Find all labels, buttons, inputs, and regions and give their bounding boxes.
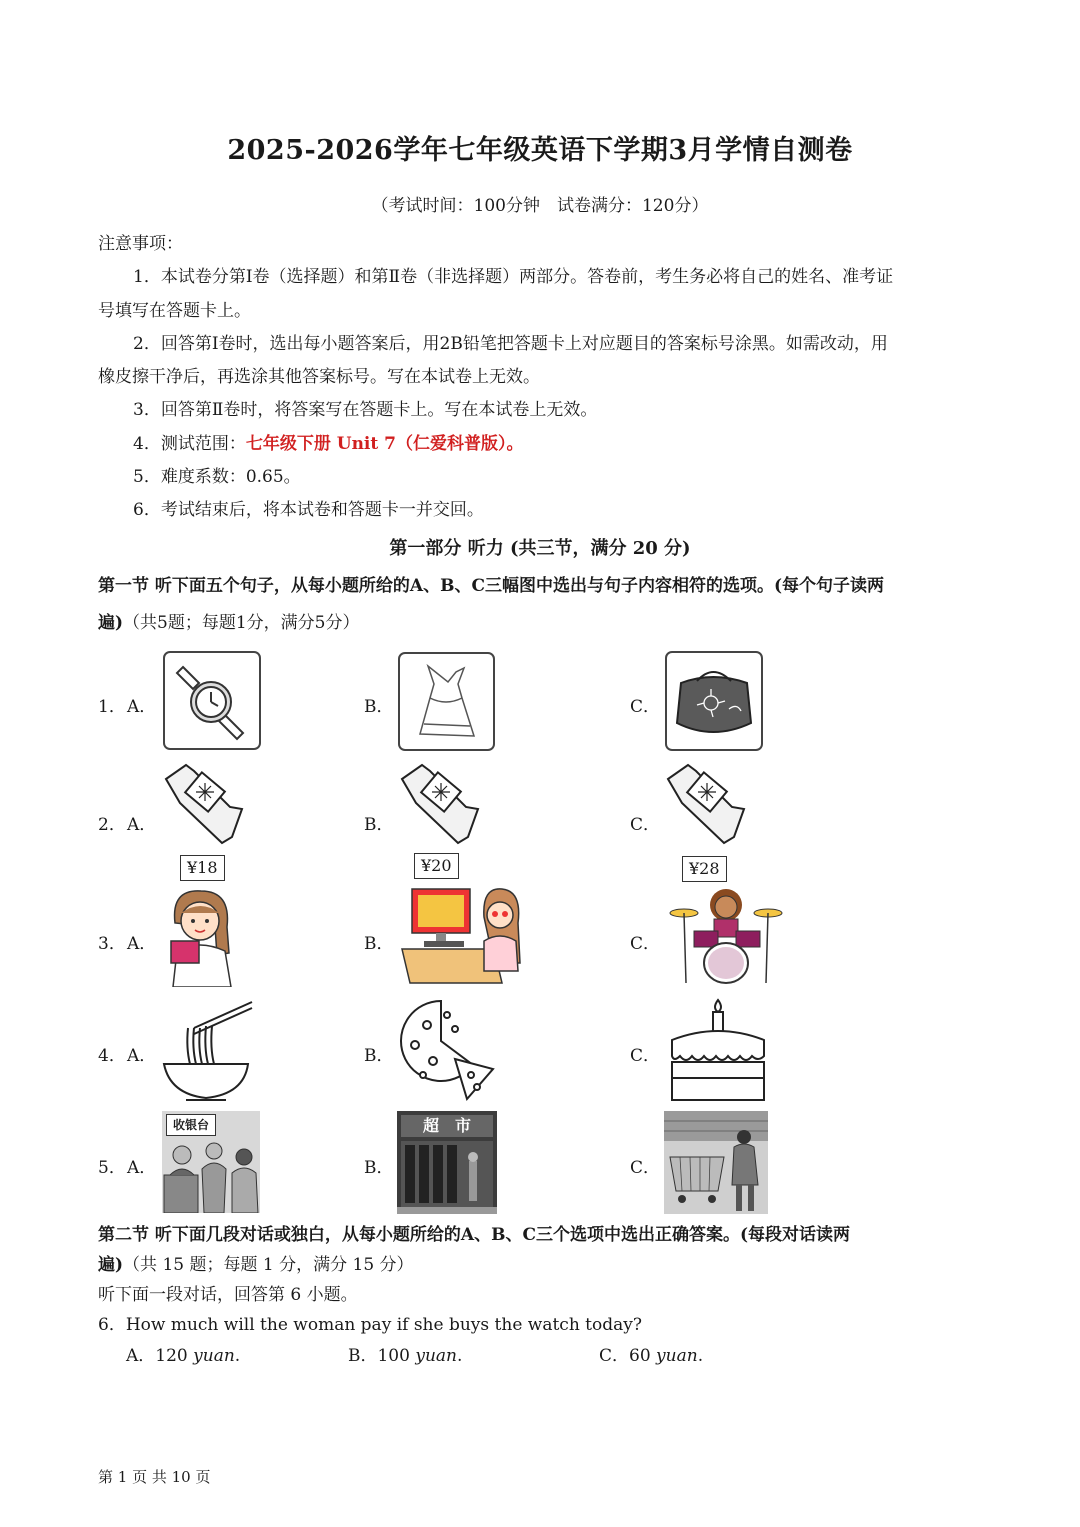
- q1-option-c-label: C．: [630, 697, 661, 717]
- q3-option-b-girl-computer-icon[interactable]: [398, 883, 524, 987]
- q6-option-c-dot: .: [697, 1346, 704, 1366]
- q1-option-a-label: A．: [127, 697, 157, 717]
- q5-option-c-label: C．: [630, 1158, 661, 1178]
- q1-option-c-image[interactable]: [665, 651, 763, 751]
- q6-option-c[interactable]: [599, 1345, 703, 1367]
- q2-option-b-rice-bag-icon[interactable]: [396, 757, 486, 847]
- q6-option-b-unit: yuan: [415, 1346, 457, 1366]
- q3-option-c-label: C．: [630, 934, 661, 954]
- note-2-line-1: 2．回答第Ⅰ卷时，选出每小题答案后，用2B铅笔把答题卡上对应题目的答案标号涂黑。如需改动，用: [133, 334, 888, 354]
- q6-option-a-dot: .: [234, 1346, 241, 1366]
- q5-option-c-shopping-image[interactable]: [664, 1111, 768, 1214]
- page-subtitle: （考试时间：100分钟 试卷满分：120分）: [371, 196, 709, 216]
- note-4-scope: 七年级下册 Unit 7（仁爱科普版）。: [245, 434, 524, 454]
- q6-option-a-value: A．120: [126, 1346, 194, 1366]
- q6-option-c-unit: yuan: [656, 1346, 698, 1366]
- section2-instruction-line-1: 第二节 听下面几段对话或独白，从每小题所给的A、B、C三个选项中选出正确答案。(每段对话读两: [98, 1225, 851, 1245]
- q4-option-c-label: C．: [630, 1046, 661, 1066]
- q3-price-a: ¥18: [180, 855, 225, 881]
- dialogue-instruction: 听下面一段对话，回答第 6 小题。: [98, 1285, 358, 1305]
- q3-option-b-label: B．: [364, 934, 394, 954]
- q2-number: 2．: [98, 815, 126, 835]
- note-4-prefix: 4．测试范围：: [133, 434, 246, 454]
- checkout-sign: 收银台: [166, 1114, 216, 1136]
- shopping-cart-icon: [664, 1111, 768, 1214]
- q3-number: 3．: [98, 934, 126, 954]
- supermarket-sign: 超 市: [401, 1115, 493, 1137]
- q3-price-c: ¥28: [682, 856, 727, 882]
- note-5: 5．难度系数：0.65。: [133, 467, 301, 487]
- people-icon: [162, 1135, 260, 1213]
- section2-instruction-line-2: [98, 1254, 414, 1276]
- q3-option-c-girl-drums-icon[interactable]: [664, 883, 790, 987]
- section1-instruction-bold: 遍): [98, 613, 124, 633]
- q4-option-a-noodles-icon[interactable]: [160, 998, 254, 1104]
- note-4: [133, 433, 524, 455]
- notes-heading: 注意事项：: [98, 234, 183, 254]
- q4-option-b-pizza-icon[interactable]: [397, 995, 495, 1103]
- q1-option-a-image[interactable]: [163, 651, 261, 750]
- q4-number: 4．: [98, 1046, 126, 1066]
- note-6: 6．考试结束后，将本试卷和答题卡一并交回。: [133, 500, 484, 520]
- section1-instruction-line-2: [98, 612, 360, 634]
- purse-icon: [667, 653, 761, 749]
- q2-option-b-label: B．: [364, 815, 394, 835]
- q6-option-a-unit: yuan: [193, 1346, 235, 1366]
- q5-option-b-label: B．: [364, 1158, 394, 1178]
- note-2-line-2: 橡皮擦干净后，再选涂其他答案标号。写在本试卷上无效。: [98, 367, 540, 387]
- q6-option-a[interactable]: [126, 1345, 240, 1367]
- section2-scoring: （共 15 题；每题 1 分，满分 15 分）: [123, 1255, 414, 1275]
- q2-option-c-label: C．: [630, 815, 661, 835]
- q6-option-b-dot: .: [457, 1346, 463, 1366]
- q2-option-c-rice-bag-icon[interactable]: [662, 757, 752, 847]
- q4-option-c-cake-icon[interactable]: [664, 996, 772, 1104]
- part1-heading: 第一部分 听力 (共三节，满分 20 分): [389, 538, 691, 559]
- note-1-line-1: 1．本试卷分第Ⅰ卷（选择题）和第Ⅱ卷（非选择题）两部分。答卷前，考生务必将自己的姓名、准考证: [133, 267, 894, 287]
- q6-option-b[interactable]: [348, 1345, 462, 1367]
- q6-option-b-value: B．100: [348, 1346, 416, 1366]
- q3-option-a-label: A．: [127, 934, 157, 954]
- page-footer: 第 1 页 共 10 页: [98, 1468, 211, 1486]
- section1-scoring: （共5题；每题1分，满分5分）: [123, 613, 360, 633]
- q3-price-b: ¥20: [414, 853, 459, 879]
- section1-instruction-line-1: 第一节 听下面五个句子，从每小题所给的A、B、C三幅图中选出与句子内容相符的选项。(每个句子读两: [98, 576, 885, 596]
- q1-number: 1．: [98, 697, 126, 717]
- q1-option-b-label: B．: [364, 697, 394, 717]
- question-6: 6．How much will the woman pay if she buys the watch today?: [98, 1315, 642, 1335]
- q4-option-a-label: A．: [127, 1046, 157, 1066]
- q5-option-a-checkout-image[interactable]: [162, 1111, 260, 1213]
- storefront-icon: [397, 1141, 497, 1214]
- q5-option-a-label: A．: [127, 1158, 157, 1178]
- section2-instruction-bold: 遍): [98, 1255, 124, 1275]
- page-title: 2025-2026学年七年级英语下学期3月学情自测卷: [227, 135, 853, 166]
- note-3: 3．回答第Ⅱ卷时，将答案写在答题卡上。写在本试卷上无效。: [133, 400, 598, 420]
- q1-option-b-image[interactable]: [398, 652, 495, 751]
- q5-option-b-supermarket-image[interactable]: [397, 1111, 497, 1214]
- dress-icon: [400, 654, 493, 749]
- note-1-line-2: 号填写在答题卡上。: [98, 301, 251, 321]
- watch-icon: [165, 653, 259, 748]
- q3-option-a-girl-reading-icon[interactable]: [155, 883, 245, 987]
- q2-option-a-rice-bag-icon[interactable]: [160, 757, 250, 847]
- q4-option-b-label: B．: [364, 1046, 394, 1066]
- q6-option-c-value: C．60: [599, 1346, 657, 1366]
- q2-option-a-label: A．: [127, 815, 157, 835]
- q5-number: 5．: [98, 1158, 126, 1178]
